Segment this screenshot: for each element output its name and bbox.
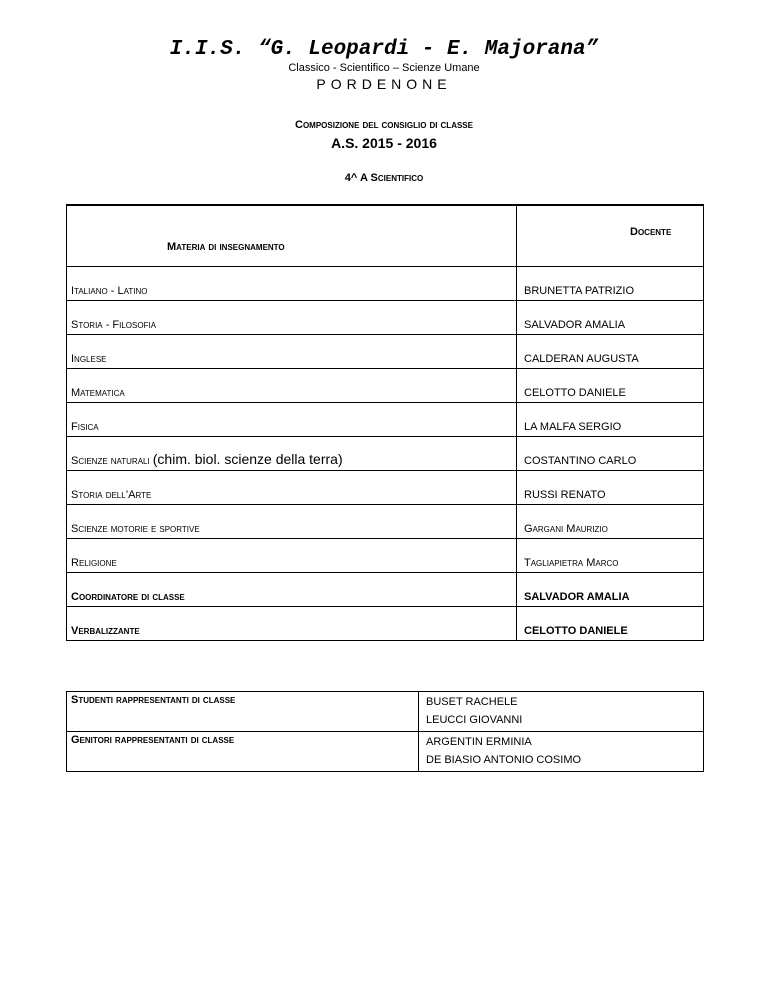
students-label: Studenti rappresentanti di classe bbox=[67, 692, 419, 732]
teacher-cell: COSTANTINO CARLO bbox=[517, 436, 704, 470]
table-row bbox=[67, 436, 704, 470]
subject-cell bbox=[67, 436, 517, 470]
subject-cell bbox=[67, 266, 517, 300]
teacher-cell: CALDERAN AUGUSTA bbox=[517, 334, 704, 368]
subject-name: Italiano - Latino bbox=[71, 284, 148, 297]
teacher-cell: Tagliapietra Marco bbox=[517, 538, 704, 572]
subject-detail: (chim. biol. scienze della terra) bbox=[152, 450, 343, 467]
teacher-cell: LA MALFA SERGIO bbox=[517, 402, 704, 436]
subject-cell bbox=[67, 300, 517, 334]
parents-list bbox=[419, 732, 704, 772]
council-table bbox=[66, 204, 704, 641]
school-year: A.S. 2015 - 2016 bbox=[331, 135, 437, 151]
student-name: LEUCCI GIOVANNI bbox=[426, 714, 523, 726]
document-heading: Composizione del consiglio di classe bbox=[295, 119, 473, 131]
table-row bbox=[67, 504, 704, 538]
table-row bbox=[67, 334, 704, 368]
parents-row bbox=[67, 732, 704, 772]
parent-name: ARGENTIN ERMINIA bbox=[426, 736, 532, 748]
subject-name: Religione bbox=[71, 556, 117, 569]
teacher-cell: SALVADOR AMALIA bbox=[517, 300, 704, 334]
school-name: I.I.S. “G. Leopardi - E. Majorana” bbox=[169, 38, 599, 61]
subject-cell bbox=[67, 538, 517, 572]
subject-cell bbox=[67, 402, 517, 436]
subject-cell bbox=[67, 504, 517, 538]
column-header-subject: Materia di insegnamento bbox=[67, 205, 517, 266]
table-row bbox=[67, 300, 704, 334]
students-row bbox=[67, 692, 704, 732]
table-row bbox=[67, 538, 704, 572]
subject-name: Inglese bbox=[71, 352, 107, 365]
teacher-cell: RUSSI RENATO bbox=[517, 470, 704, 504]
subject-name: Scienze motorie e sportive bbox=[71, 522, 200, 535]
teacher-cell: Gargani Maurizio bbox=[517, 504, 704, 538]
representatives-table bbox=[66, 691, 704, 772]
secretary-row bbox=[67, 606, 704, 640]
subject-cell bbox=[67, 334, 517, 368]
table-row bbox=[67, 470, 704, 504]
subject-name: Storia dell’Arte bbox=[71, 488, 152, 501]
secretary-value: CELOTTO DANIELE bbox=[517, 606, 704, 640]
school-subtitle: Classico - Scientifico – Scienze Umane bbox=[288, 62, 480, 74]
table-row bbox=[67, 266, 704, 300]
subject-name: Storia - Filosofia bbox=[71, 318, 157, 331]
secretary-label: Verbalizzante bbox=[67, 606, 517, 640]
column-header-teacher: Docente bbox=[517, 205, 704, 266]
teacher-cell: BRUNETTA PATRIZIO bbox=[517, 266, 704, 300]
table-row bbox=[67, 402, 704, 436]
school-city: PORDENONE bbox=[316, 76, 452, 92]
subject-name: Matematica bbox=[71, 386, 125, 399]
student-name: BUSET RACHELE bbox=[426, 696, 518, 708]
coordinator-label: Coordinatore di classe bbox=[67, 572, 517, 606]
table-header-row bbox=[67, 205, 704, 266]
students-list bbox=[419, 692, 704, 732]
subject-cell bbox=[67, 470, 517, 504]
parent-name: DE BIASIO ANTONIO COSIMO bbox=[426, 754, 582, 766]
coordinator-value: SALVADOR AMALIA bbox=[517, 572, 704, 606]
subject-name: Scienze naturali bbox=[71, 454, 153, 467]
subject-name: Fisica bbox=[71, 420, 99, 433]
subject-rows bbox=[67, 266, 704, 572]
subject-cell bbox=[67, 368, 517, 402]
coordinator-row bbox=[67, 572, 704, 606]
table-row bbox=[67, 368, 704, 402]
parents-label: Genitori rappresentanti di classe bbox=[67, 732, 419, 772]
teacher-cell: CELOTTO DANIELE bbox=[517, 368, 704, 402]
class-name: 4^ A Scientifico bbox=[344, 172, 424, 184]
